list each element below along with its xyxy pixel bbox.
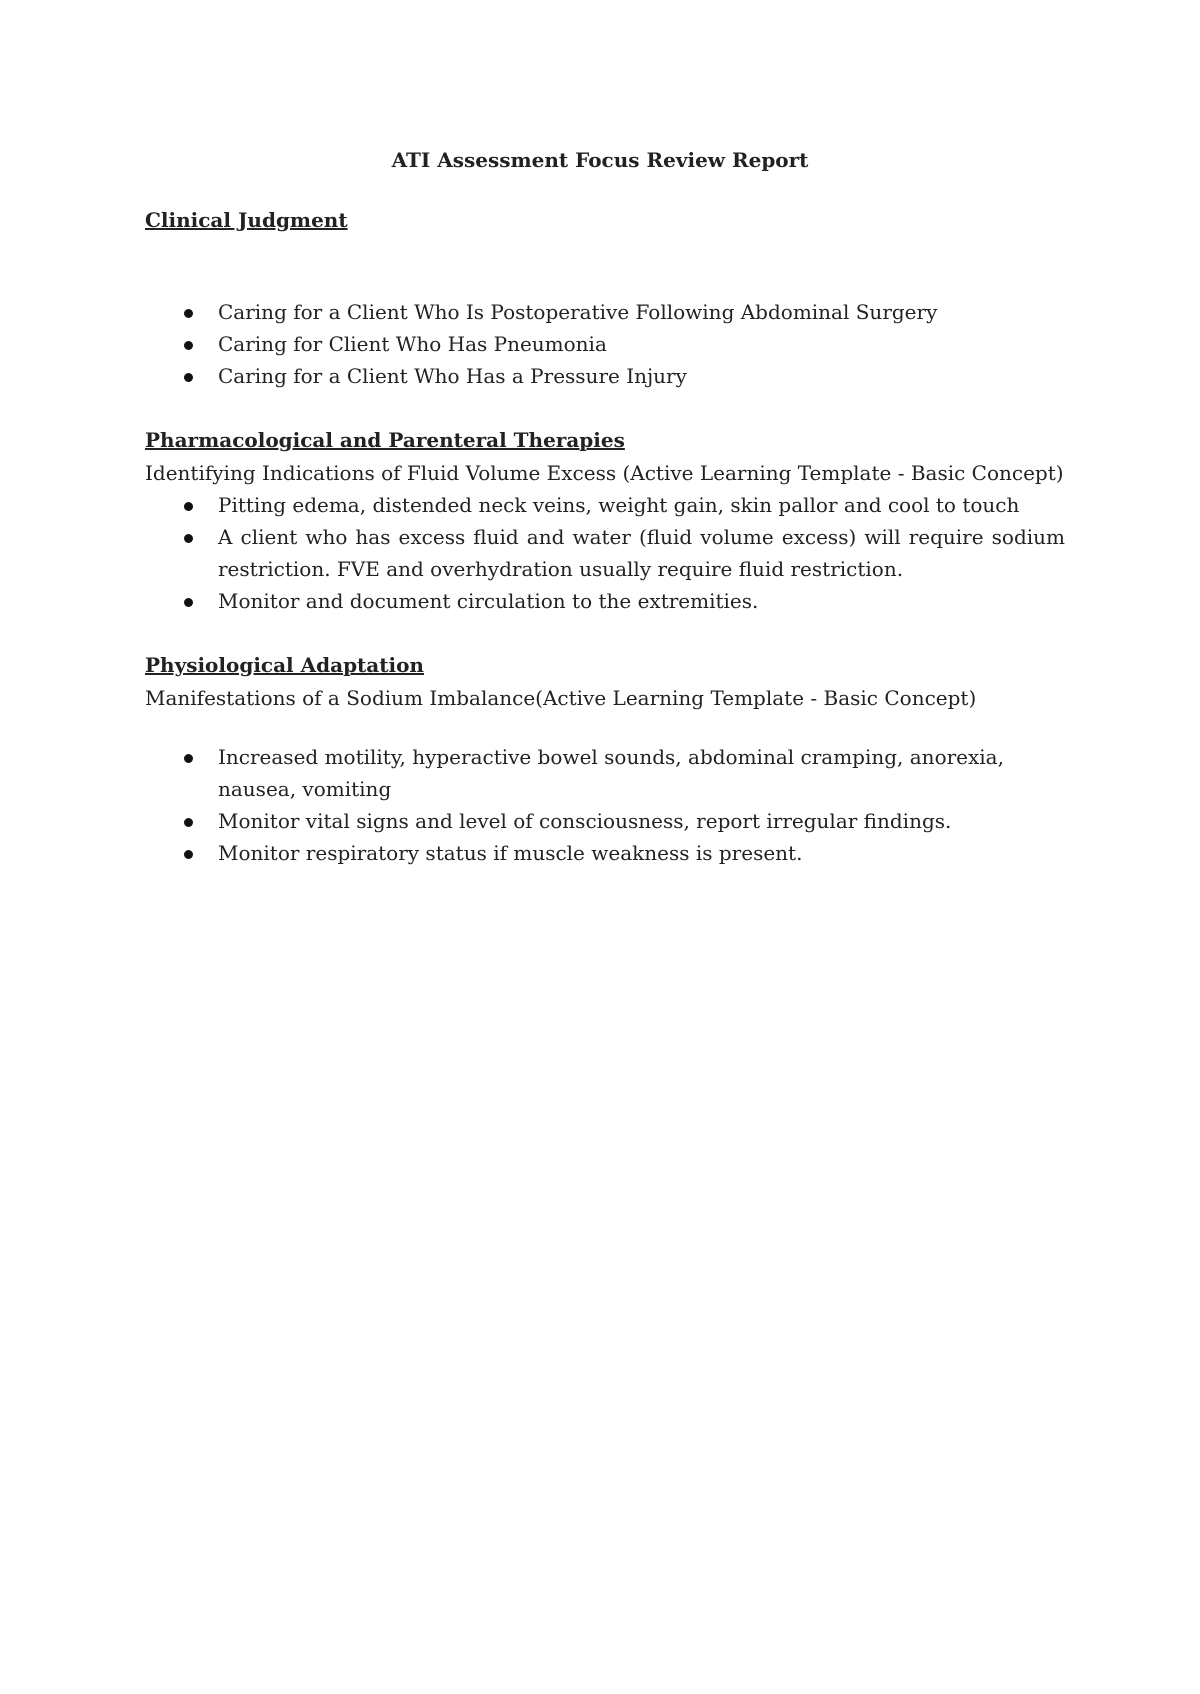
list-item: Monitor vital signs and level of consciousness, report irregular findings. xyxy=(145,805,1065,837)
document-title: ATI Assessment Focus Review Report xyxy=(391,148,809,172)
list-item: Increased motility, hyperactive bowel sounds, abdominal cramping, anorexia, nausea, vomiting xyxy=(145,741,1065,805)
section-heading-pharmacological: Pharmacological and Parenteral Therapies xyxy=(145,428,625,452)
physiological-list xyxy=(145,741,1065,869)
list-item: Caring for a Client Who Is Postoperative Following Abdominal Surgery xyxy=(145,296,1065,328)
bullet-icon xyxy=(184,850,193,859)
list-item: A client who has excess fluid and water (fluid volume excess) will require sodium restriction. FVE and overhydration usually require fluid restriction. xyxy=(145,521,1065,585)
clinical-judgment-list xyxy=(145,296,1065,392)
section-subtitle-fluid-volume: Identifying Indications of Fluid Volume Excess (Active Learning Template - Basic Concept) xyxy=(145,461,1064,485)
bullet-icon xyxy=(184,502,193,511)
list-item: Monitor and document circulation to the extremities. xyxy=(145,585,1065,617)
list-item: Pitting edema, distended neck veins, weight gain, skin pallor and cool to touch xyxy=(145,489,1065,521)
section-heading-physiological: Physiological Adaptation xyxy=(145,653,424,677)
bullet-icon xyxy=(184,754,193,763)
bullet-icon xyxy=(184,818,193,827)
section-heading-clinical-judgment: Clinical Judgment xyxy=(145,208,348,232)
list-item: Caring for Client Who Has Pneumonia xyxy=(145,328,1065,360)
bullet-icon xyxy=(184,309,193,318)
list-item: Monitor respiratory status if muscle weakness is present. xyxy=(145,837,1065,869)
pharmacological-list xyxy=(145,489,1065,617)
bullet-icon xyxy=(184,598,193,607)
bullet-icon xyxy=(184,341,193,350)
bullet-icon xyxy=(184,373,193,382)
list-item: Caring for a Client Who Has a Pressure Injury xyxy=(145,360,1065,392)
bullet-icon xyxy=(184,534,193,543)
section-subtitle-sodium-imbalance: Manifestations of a Sodium Imbalance(Active Learning Template - Basic Concept) xyxy=(145,686,977,710)
